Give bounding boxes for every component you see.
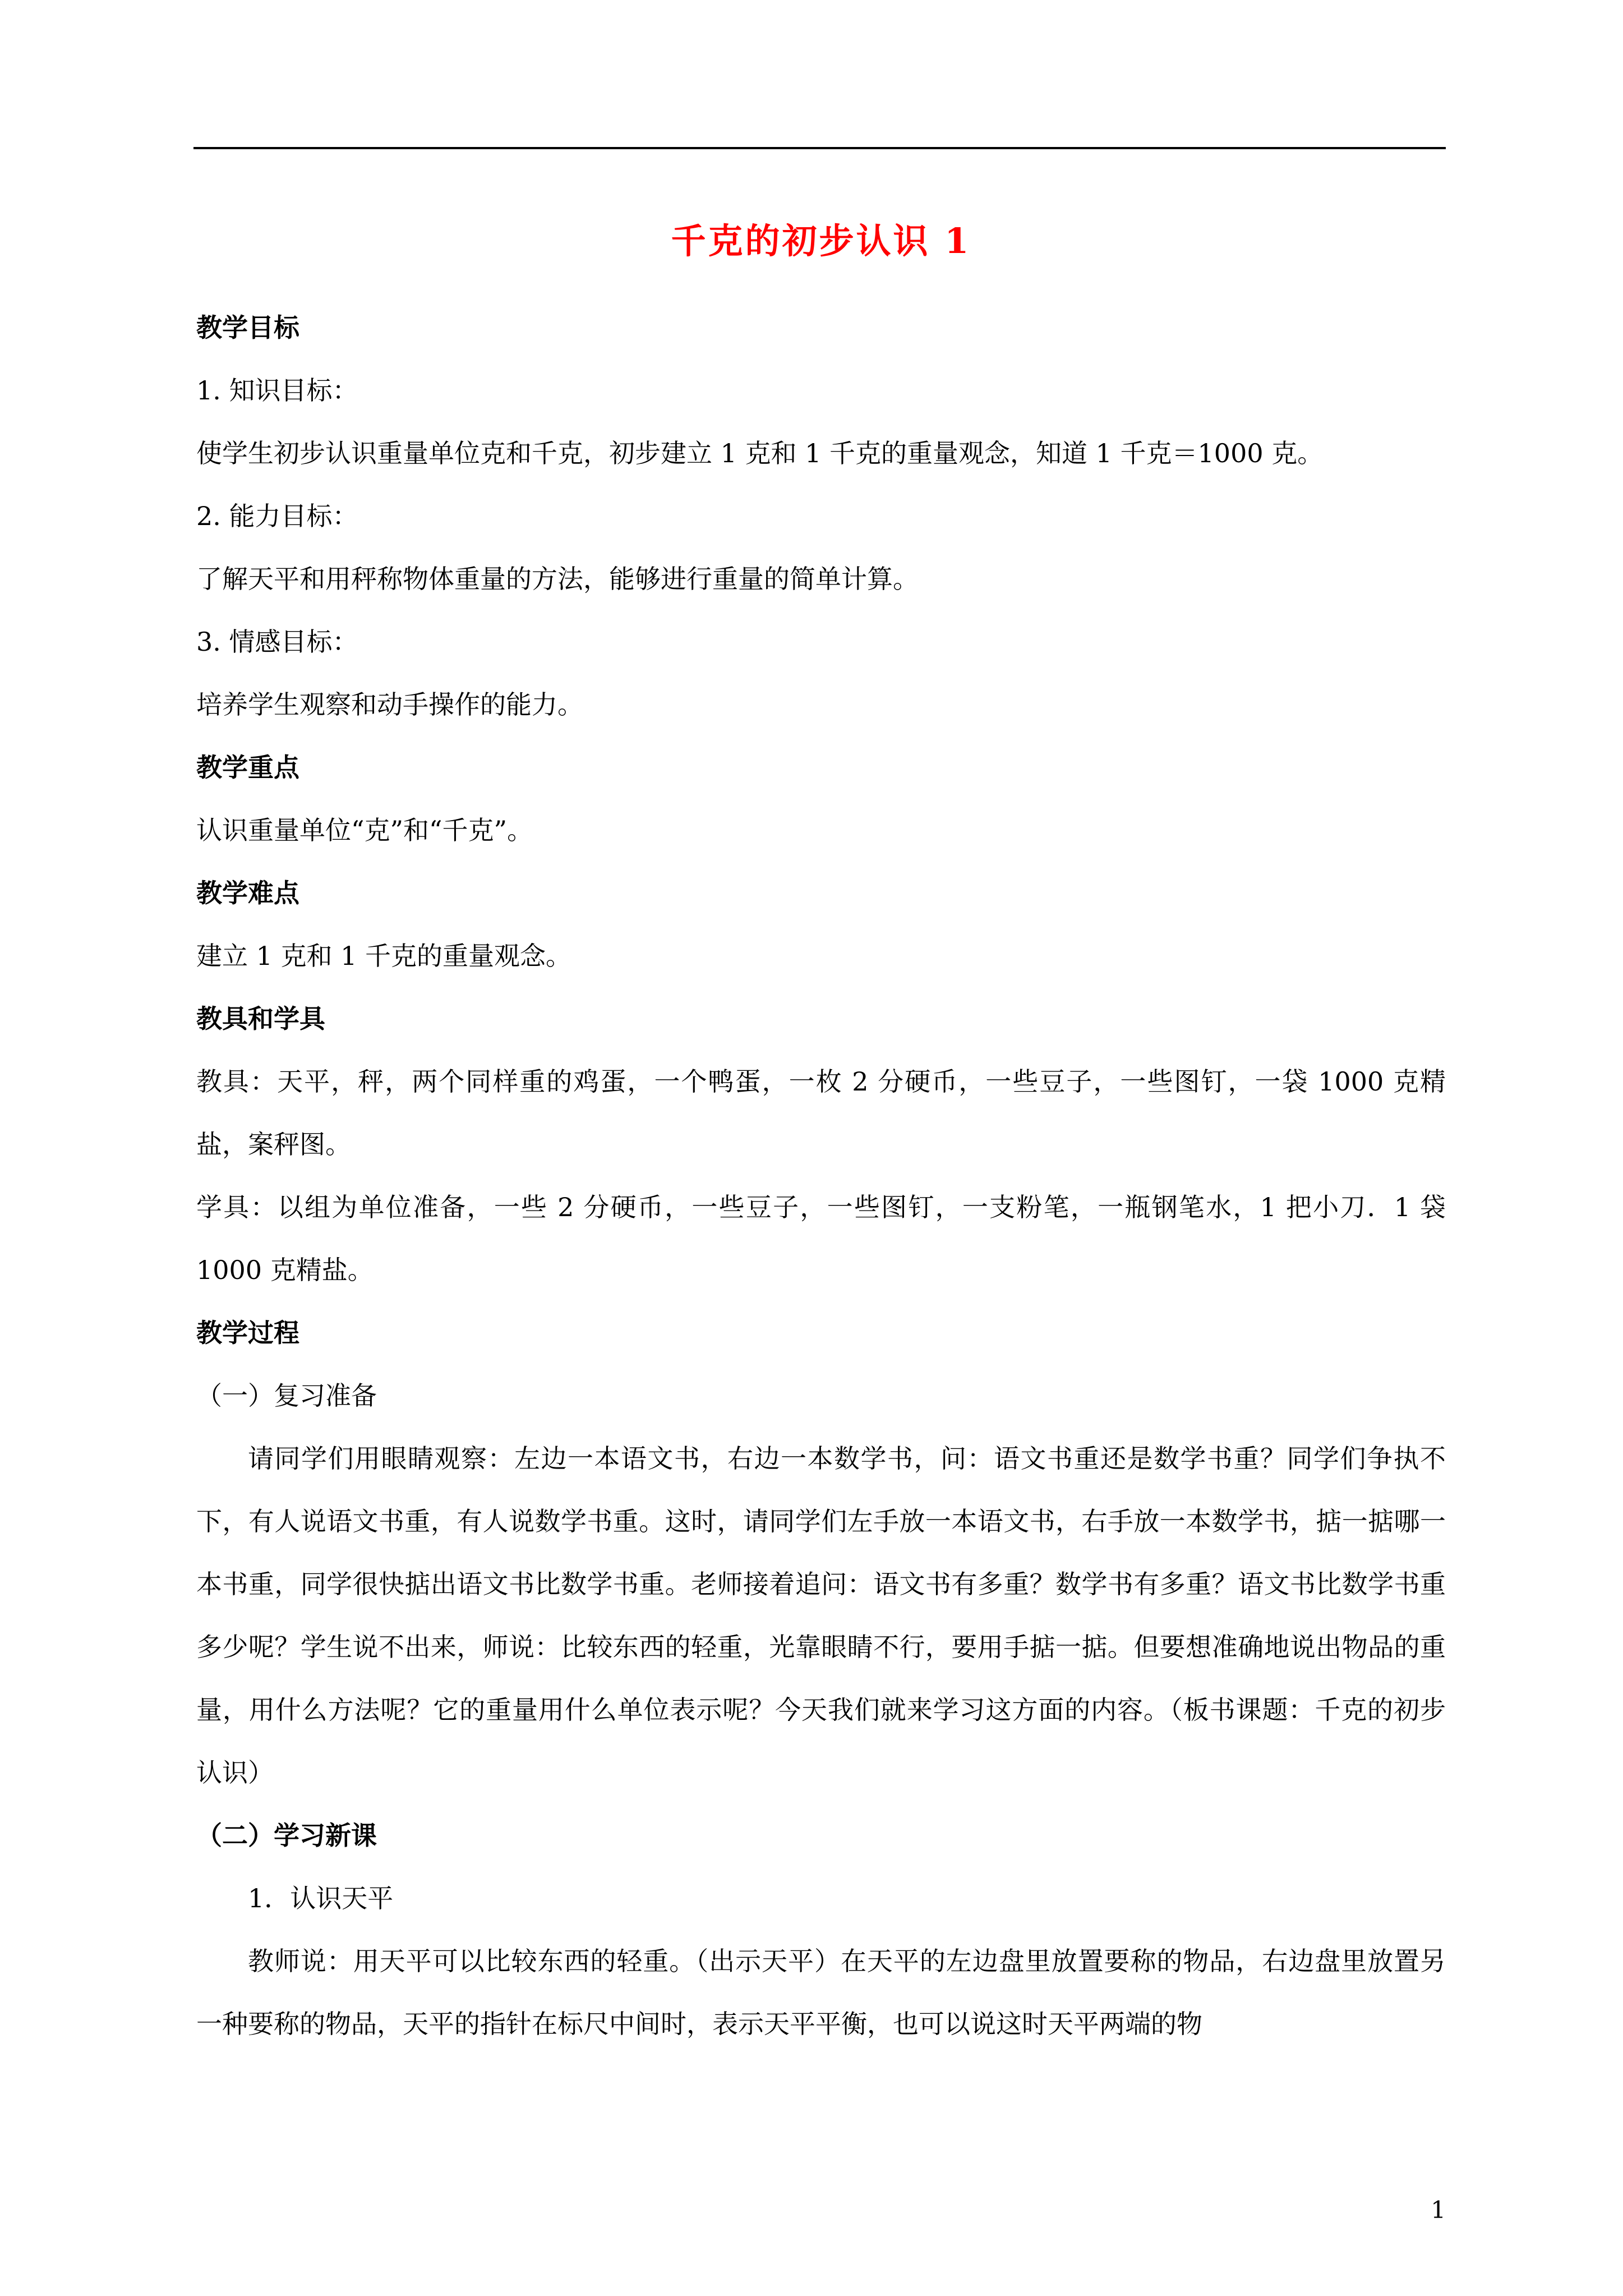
balance-label: 1．认识天平	[248, 1883, 394, 1913]
review-paragraph: 请同学们用眼睛观察：左边一本语文书，右边一本数学书，问：语文书重还是数学书重？同学们争执不下，有人说语文书重，有人说数学书重。这时，请同学们左手放一本语文书，右手放一本数学书，掂一掂哪一本书重，同学很快掂出语文书比数学书重。老师接着追问：语文书有多重？数学书有多重？语文书比数学书重多少呢？学生说不出来，师说：比较东西的轻重，光靠眼睛不行，要用手掂一掂。但要想准确地说出物品的重量，用什么方法呢？它的重量用什么单位表示呢？今天我们就来学习这方面的内容。（板书课题：千克的初步认识）	[196, 1443, 1446, 1788]
teacher-tools-text: 教具：天平，秤，两个同样重的鸡蛋，一个鸭蛋，一枚 2 分硬币，一些豆子，一些图钉，一袋 1000 克精盐，案秤图。	[196, 1066, 1446, 1159]
key-points-heading: 教学重点	[196, 752, 299, 783]
emotion-goal-label: 3. 情感目标：	[196, 627, 358, 657]
knowledge-goal-text: 使学生初步认识重量单位克和千克，初步建立 1 克和 1 千克的重量观念，知道 1 千克＝1000 克。	[196, 438, 1324, 468]
ability-goal-text: 了解天平和用秤称物体重量的方法，能够进行重量的简单计算。	[196, 564, 919, 594]
review-label: （一）复习准备	[196, 1381, 377, 1411]
difficulty-text: 建立 1 克和 1 千克的重量观念。	[196, 941, 572, 971]
emotion-goal-text: 培养学生观察和动手操作的能力。	[196, 689, 583, 720]
header-rule	[193, 147, 1446, 149]
difficulty-heading: 教学难点	[196, 878, 299, 908]
objectives-heading: 教学目标	[196, 312, 299, 343]
document-title: 千克的初步认识 1	[671, 220, 971, 261]
key-points-text: 认识重量单位“克”和“千克”。	[196, 815, 533, 845]
document-body	[196, 213, 1446, 2055]
process-heading: 教学过程	[196, 1318, 299, 1348]
balance-paragraph: 教师说：用天平可以比较东西的轻重。（出示天平）在天平的左边盘里放置要称的物品，右边盘里放置另一种要称的物品，天平的指针在标尺中间时，表示天平平衡，也可以说这时天平两端的物	[196, 1946, 1446, 2039]
student-tools-text: 学具：以组为单位准备，一些 2 分硬币，一些豆子，一些图钉，一支粉笔，一瓶钢笔水，1 把小刀．1 袋 1000 克精盐。	[196, 1192, 1446, 1285]
ability-goal-label: 2. 能力目标：	[196, 501, 358, 531]
knowledge-goal-label: 1. 知识目标：	[196, 375, 358, 406]
page-number: 1	[1431, 2196, 1446, 2224]
tools-heading: 教具和学具	[196, 1004, 325, 1034]
new-lesson-heading: （二）学习新课	[196, 1820, 377, 1851]
